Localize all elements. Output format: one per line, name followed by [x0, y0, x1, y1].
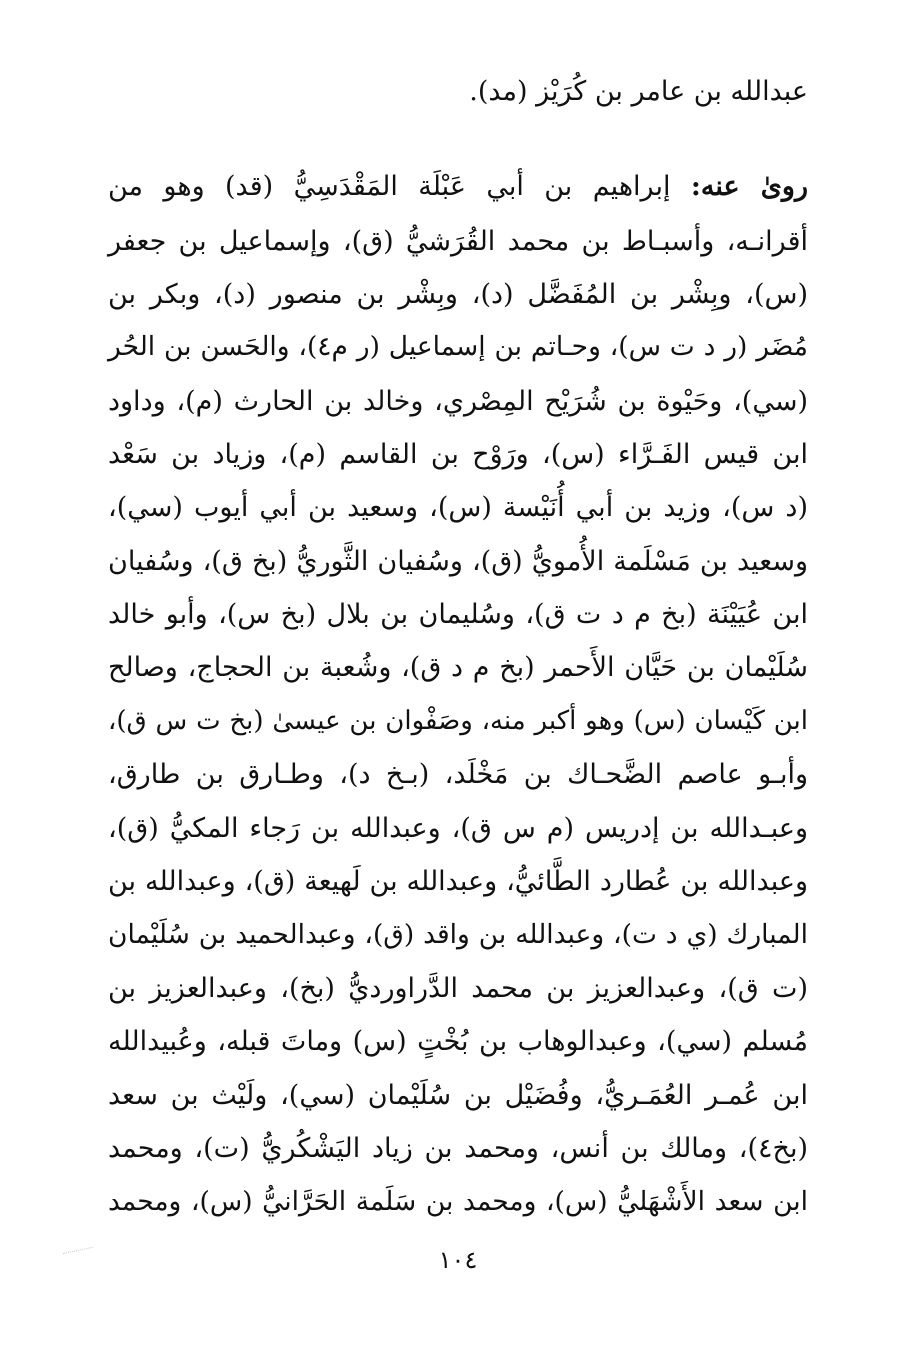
paragraph-line-14: وعبدالله بن عُطارد الطَّائيُّ، وعبدالله بن لَهيعة (ق)، وعبدالله بن	[108, 866, 808, 897]
paragraph-line-18: ابن عُمـر العُمَـريُّ، وفُضَيْل بن سُلَيْمان (سي)، ولَيْث بن سعد	[108, 1080, 808, 1111]
heading-line: عبدالله بن عامر بن كُرَيْز (مد).	[469, 76, 808, 107]
lead-label: روىٰ عنه:	[690, 171, 808, 202]
paragraph-line-2: أقرانـه، وأسبـاط بن محمد القُرَشيُّ (ق)، وإسماعيل بن جعفر	[108, 226, 808, 257]
paragraph-line-10: سُلَيْمان بن حَيَّان الأَحمر (بخ م د ق)، وشُعبة بن الحجاج، وصالح	[108, 652, 808, 683]
paragraph-line-1	[108, 173, 808, 200]
paragraph-line-7: (د س)، وزيد بن أبي أُنَيْسة (س)، وسعيد بن أبي أيوب (سي)،	[108, 492, 808, 523]
paragraph-line-15: المبارك (ي د ت)، وعبدالله بن واقد (ق)، وعبدالحميد بن سُلَيْمان	[108, 919, 808, 950]
paragraph-line-20: ابن سعد الأَشْهَليُّ (س)، ومحمد بن سَلَمة الحَرَّانيُّ (س)، ومحمد	[108, 1186, 808, 1217]
paragraph-line-1-text: إبراهيم بن أبي عَبْلَة المَقْدَسِيُّ (قد) وهو من	[108, 171, 671, 202]
paragraph-line-9: ابن عُيَيْنَة (بخ م د ت ق)، وسُليمان بن بلال (بخ س)، وأبو خالد	[108, 599, 808, 630]
paragraph-line-11: ابن كَيْسان (س) وهو أكبر منه، وصَفْوان بن عيسىٰ (بخ ت س ق)،	[108, 706, 808, 736]
paragraph-line-5: (سي)، وحَيْوة بن شُرَيْح المِصْري، وخالد بن الحارث (م)، وداود	[108, 386, 808, 417]
paragraph-line-12: وأبـو عاصم الضَّحـاك بن مَخْلَد، (بـخ د)، وطـارق بن طارق،	[108, 759, 808, 790]
paragraph-line-19: (بخ٤)، ومالك بن أنس، ومحمد بن زياد اليَشْكُريُّ (ت)، ومحمد	[108, 1133, 808, 1164]
paragraph-line-17: مُسلم (سي)، وعبدالوهاب بن بُخْتٍ (س) وماتَ قبله، وعُبيدالله	[108, 1026, 808, 1057]
paragraph-line-4: مُضَر (ر د ت س)، وحـاتم بن إسماعيل (ر م٤)، والحَسن بن الحُر	[108, 331, 808, 362]
paragraph-line-3: (س)، وبِشْر بن المُفَضَّل (د)، وبِشْر بن منصور (د)، وبكر بن	[108, 279, 808, 310]
paragraph-line-13: وعبـدالله بن إدريس (م س ق)، وعبدالله بن رَجاء المكيُّ (ق)،	[108, 813, 808, 844]
paragraph-line-8: وسعيد بن مَسْلَمة الأُمويُّ (ق)، وسُفيان الثَّوريُّ (بخ ق)، وسُفيان	[108, 546, 808, 577]
page-number: ١٠٤	[438, 1246, 478, 1274]
paragraph-line-6: ابن قيس الفَـرَّاء (س)، ورَوْح بن القاسم (م)، وزياد بن سَعْد	[108, 439, 808, 470]
paragraph-line-16: (ت ق)، وعبدالعزيز بن محمد الدَّراورديُّ (بخ)، وعبدالعزيز بن	[108, 973, 808, 1004]
